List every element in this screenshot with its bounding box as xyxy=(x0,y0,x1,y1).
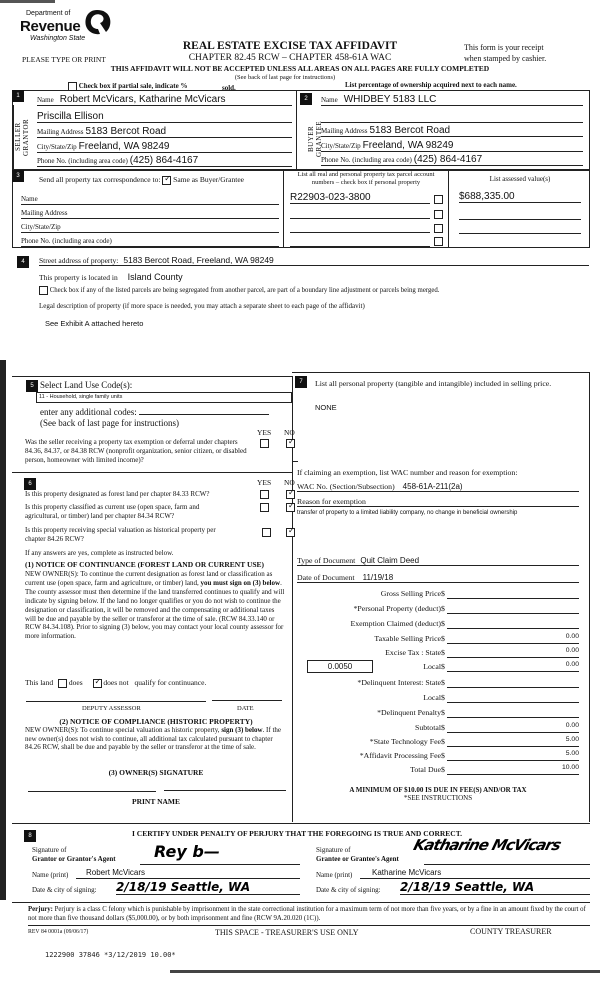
doc-date-label: Date of Document xyxy=(297,573,355,582)
scan-edge-left xyxy=(0,360,6,900)
forest-land-question: Is this property designated as forest land per chapter 84.33 RCW? xyxy=(25,490,210,498)
grantee-name-input[interactable]: Katharine McVicars xyxy=(360,868,590,879)
doc-date-input[interactable]: 11/19/18 xyxy=(362,573,394,582)
phone-label: Phone No. (including area code) xyxy=(321,156,412,164)
seller-mailing-input[interactable]: 5183 Bercot Road xyxy=(85,126,167,137)
local-rate-input[interactable]: 0.0050 xyxy=(307,660,373,673)
certify-statement: I CERTIFY UNDER PENALTY OF PERJURY THAT THE FOREGOING IS TRUE AND CORRECT. xyxy=(132,829,463,838)
section-6-designation xyxy=(12,476,295,822)
amount-row: Total Due $ 10.00 xyxy=(410,764,579,774)
taxable-selling-price-input[interactable]: 0.00 xyxy=(447,633,579,644)
receipt-note-1: This form is your receipt xyxy=(464,43,544,52)
personal-property-input[interactable]: NONE xyxy=(315,403,337,412)
owner-signature-label: (3) OWNER(S) SIGNATURE xyxy=(108,768,204,777)
deputy-assessor-label: DEPUTY ASSESSOR xyxy=(82,705,141,712)
subtotal-input[interactable]: 0.00 xyxy=(447,722,579,733)
name-label: Name xyxy=(37,96,54,104)
mailing-label: Mailing Address xyxy=(321,127,368,135)
amount-row: Exemption Claimed (deduct) $ xyxy=(293,617,583,631)
does-not-label: does not xyxy=(103,678,129,687)
send-label: Send all property tax correspondence to: xyxy=(39,175,161,184)
located-label: This property is located in xyxy=(39,273,118,282)
reason-label: Reason for exemption xyxy=(297,497,366,506)
section-5-land-use xyxy=(12,377,295,473)
grantor-signature-line[interactable] xyxy=(140,864,300,865)
does-not-checkbox[interactable] xyxy=(93,679,102,688)
grantee-name-label: Name (print) xyxy=(316,871,353,879)
treasurer-stamp: 1222900 37846 *3/12/2019 10.00* xyxy=(45,951,176,959)
yes-header: YES xyxy=(257,428,272,437)
page-subtitle: CHAPTER 82.45 RCW – CHAPTER 458-61A WAC xyxy=(188,53,392,63)
treasurer-use-label: THIS SPACE - TREASURER'S USE ONLY xyxy=(215,928,359,937)
assessed-value-input[interactable]: $688,335.00 xyxy=(459,191,515,202)
buyer-city-input[interactable]: Freeland, WA 98249 xyxy=(362,140,454,151)
amount-row: 0.0050 Local $ 0.00 xyxy=(293,660,583,674)
section-1-seller xyxy=(12,90,296,170)
section-number: 6 xyxy=(24,478,36,490)
personal-property-checkbox[interactable] xyxy=(434,224,443,233)
grantor-name-input[interactable]: Robert McVicars xyxy=(76,868,300,879)
receipt-note-2: when stamped by cashier. xyxy=(464,54,547,63)
grantee-date-label: Date & city of signing: xyxy=(316,886,381,894)
same-as-buyer-checkbox[interactable] xyxy=(162,176,171,185)
partial-sale-label: Check box if partial sale, indicate % xyxy=(78,82,188,91)
seller-side-label: SELLER GRANTOR xyxy=(13,105,30,169)
qualify-label: qualify for continuance. xyxy=(134,678,207,687)
grantor-sig-label-1: Signature of xyxy=(32,846,67,854)
if-yes-note: If any answers are yes, complete as instructed below. xyxy=(25,549,174,557)
does-checkbox[interactable] xyxy=(58,679,67,688)
name-label: Name xyxy=(321,96,338,104)
ownership-note: List percentage of ownership acquired next to each name. xyxy=(345,81,517,89)
amount-row: *State Technology Fee $ 5.00 xyxy=(369,736,579,746)
section-2-buyer xyxy=(296,90,590,170)
grantor-date-label: Date & city of signing: xyxy=(32,886,97,894)
additional-codes-label: enter any additional codes: xyxy=(40,407,137,417)
section-number: 2 xyxy=(300,93,312,105)
amount-row: *Delinquent Interest: State $ xyxy=(293,676,583,690)
yes-header: YES xyxy=(257,478,272,487)
seller-name-input[interactable]: Robert McVicars, Katharine McVicars xyxy=(59,94,226,105)
total-due-input[interactable]: 10.00 xyxy=(447,764,579,775)
segregated-label: Check box if any of the listed parcels are being segregated from another parcel, are part of a boundary line adjustment or parcels being merged. xyxy=(49,287,440,295)
parcel-number-input[interactable] xyxy=(290,235,430,247)
wac-label: WAC No. (Section/Subsection) xyxy=(297,482,395,491)
exemption-claim-label: If claiming an exemption, list WAC number and reason for exemption: xyxy=(297,468,518,477)
amount-row: Excise Tax : State $ 0.00 xyxy=(385,647,579,657)
does-label: does xyxy=(68,678,83,687)
perjury-notice: Perjury: Perjury is a class C felony which is punishable by imprisonment in the state correctional institution for a maximum term of not more than five years, or by a fine in an amount fixed by the court of not more than five thousand dollars ($5,000.00), or by both imprisonment and fine (RCW 9A.20.020 (1C)). xyxy=(28,906,590,926)
exemption-yes-checkbox[interactable] xyxy=(260,439,269,448)
city-label: City/State/Zip xyxy=(321,142,361,150)
grantee-signature: Katharine McVicars xyxy=(411,836,563,854)
notice-compliance-title: (2) NOTICE OF COMPLIANCE (HISTORIC PROPERTY) xyxy=(59,717,253,726)
doc-type-label: Type of Document xyxy=(297,556,356,565)
amount-row: *Delinquent Penalty $ xyxy=(293,706,583,720)
grantor-signature: Rey b— xyxy=(154,842,220,861)
no-header: NO xyxy=(284,478,295,487)
corr-city-label: City/State/Zip xyxy=(21,223,61,231)
grantee-sig-label-1: Signature of xyxy=(316,846,351,854)
buyer-side-label: BUYER GRANTEE xyxy=(307,120,323,158)
date-label: DATE xyxy=(237,705,254,712)
personal-property-checkbox[interactable] xyxy=(434,210,443,219)
legal-description-input[interactable]: See Exhibit A attached hereto xyxy=(45,319,144,328)
parcel-header: List all real and personal property tax parcel account numbers – check box if personal property xyxy=(297,171,435,186)
section-4-property xyxy=(12,252,590,372)
amount-row: *Personal Property (deduct) $ xyxy=(293,602,583,616)
buyer-name-2-input[interactable] xyxy=(321,111,583,123)
owner-signature-line[interactable] xyxy=(28,791,156,792)
grantor-name-label: Name (print) xyxy=(32,871,69,879)
affidavit-processing-fee-input[interactable]: 5.00 xyxy=(447,750,579,761)
seller-phone-input[interactable]: (425) 864-4167 xyxy=(129,155,199,166)
legal-label: Legal description of property (if more space is needed, you may attach a separate sheet to each page of the affidavit) xyxy=(39,302,365,310)
grantee-sig-label-2: Grantee or Grantee's Agent xyxy=(316,855,399,863)
grantee-signature-line[interactable] xyxy=(424,864,590,865)
forest-yes-checkbox[interactable] xyxy=(260,490,269,499)
exemption-claimed-input[interactable] xyxy=(447,618,579,629)
excise-tax-local-input[interactable]: 0.00 xyxy=(447,661,579,672)
see-instructions-note: *SEE INSTRUCTIONS xyxy=(403,794,473,802)
warning-banner: THIS AFFIDAVIT WILL NOT BE ACCEPTED UNLESS ALL AREAS ON ALL PAGES ARE FULLY COMPLETED xyxy=(110,64,490,73)
minimum-note: A MINIMUM OF $10.00 IS DUE IN FEE(S) AND/OR TAX xyxy=(349,786,527,794)
amount-row: Local $ xyxy=(293,691,583,705)
grantor-date-input[interactable]: 2/18/19 Seattle, WA xyxy=(116,880,300,895)
land-use-select[interactable]: 11 - Household, single family units xyxy=(36,392,292,403)
delinquent-penalty-input[interactable] xyxy=(447,707,579,718)
section-number: 4 xyxy=(17,256,29,268)
owner-signature-line-2[interactable] xyxy=(164,790,286,791)
amount-row: *Affidavit Processing Fee $ 5.00 xyxy=(359,750,579,760)
notice-compliance-text: NEW OWNER(S): To continue special valuation as historic property, sign (3) below. If the new owner(s) does not wish to continue, all additional tax calculated pursuant to chapter 84.26 RCW, shall be due and payable by the seller or transferor at the time of sale. xyxy=(25,726,282,751)
corr-mailing-label: Mailing Address xyxy=(21,209,68,217)
notice-continuance-title: (1) NOTICE OF CONTINUANCE (FOREST LAND OR CURRENT USE) xyxy=(25,560,265,569)
section-number: 1 xyxy=(12,90,24,102)
seller-name-2-input[interactable]: Priscilla Ellison xyxy=(37,111,104,122)
current-use-question: Is this property classified as current use (open space, farm and agricultural, or timber) land per chapter 84.34 RCW? xyxy=(25,503,200,520)
personal-property-bottom-border xyxy=(292,461,298,462)
personal-property-checkbox[interactable] xyxy=(434,195,443,204)
assessor-date-line[interactable] xyxy=(212,700,282,701)
section-number: 7 xyxy=(295,376,307,388)
current-use-yes-checkbox[interactable] xyxy=(260,503,269,512)
parcel-number-input[interactable] xyxy=(290,207,430,219)
scan-edge-bottom xyxy=(170,970,600,973)
page-title: REAL ESTATE EXCISE TAX AFFIDAVIT xyxy=(182,40,398,52)
wac-input[interactable]: 458-61A-211(2a) xyxy=(402,482,463,491)
logo-line-1: Department of xyxy=(26,10,71,17)
corr-phone-label: Phone No. (including area code) xyxy=(21,237,112,245)
parcel-number-input[interactable] xyxy=(290,221,430,233)
amount-row: Gross Selling Price $ xyxy=(293,587,583,601)
buyer-phone-input[interactable]: (425) 864-4167 xyxy=(413,154,483,165)
assessed-value-input[interactable] xyxy=(459,236,581,248)
same-as-label: Same as Buyer/Grantee xyxy=(173,175,244,184)
delinquent-interest-local-input[interactable] xyxy=(447,692,579,703)
amount-row: Subtotal $ 0.00 xyxy=(415,722,579,732)
segregated-checkbox[interactable] xyxy=(39,286,48,295)
gross-selling-price-input[interactable] xyxy=(447,588,579,599)
assessed-value-input[interactable] xyxy=(459,208,581,220)
exemption-question: Was the seller receiving a property tax exemption or deferral under chapters 84.36, 84.37, or 84.38 RCW (nonprofit organization, senior citizen, or disabled person, homeowner with limited income)? xyxy=(25,438,247,465)
logo-line-2: Revenue xyxy=(20,18,81,35)
please-type: PLEASE TYPE OR PRINT xyxy=(22,55,106,64)
print-name-label: PRINT NAME xyxy=(132,797,180,806)
phone-label: Phone No. (including area code) xyxy=(37,157,128,165)
rev-number: REV 84 0001a (09/06/17) xyxy=(28,929,89,935)
assessed-value-input[interactable] xyxy=(459,222,581,234)
buyer-mailing-input[interactable]: 5183 Bercot Road xyxy=(369,125,451,136)
section-number: 3 xyxy=(12,170,24,182)
section-7-personal-property xyxy=(293,373,590,823)
historic-yes-checkbox[interactable] xyxy=(262,528,271,537)
historic-question: Is this property receiving special valuation as historical property per chapter 84.26 RCW? xyxy=(25,526,216,543)
assessed-header: List assessed value(s) xyxy=(489,175,551,183)
scan-edge-top xyxy=(0,0,55,3)
section-number: 8 xyxy=(24,830,36,842)
personal-property-label: List all personal property (tangible and intangible) included in selling price. xyxy=(315,379,552,388)
county-input[interactable]: Island County xyxy=(127,272,183,282)
grantor-sig-label-2: Grantor or Grantor's Agent xyxy=(32,855,116,863)
personal-property-checkbox[interactable] xyxy=(434,237,443,246)
reason-input[interactable]: transfer of property to a limited liability company, no change in beneficial ownership xyxy=(297,510,518,516)
parcel-number-input[interactable]: R22903-023-3800 xyxy=(290,192,371,203)
state-technology-fee-input[interactable]: 5.00 xyxy=(447,736,579,747)
dor-logo xyxy=(20,8,115,50)
additional-codes-input[interactable] xyxy=(139,406,269,415)
corr-name-label: Name xyxy=(21,195,38,203)
instructions-note: (See back of last page for instructions) xyxy=(234,74,336,81)
logo-line-3: Washington State xyxy=(30,35,86,42)
select-land-use-label: Select Land Use Code(s): xyxy=(40,380,133,390)
grantee-date-input[interactable]: 2/18/19 Seattle, WA xyxy=(400,880,590,895)
section-8-certification xyxy=(12,823,590,903)
excise-tax-state-input[interactable]: 0.00 xyxy=(447,647,579,658)
partial-sale-sold: sold. xyxy=(222,84,236,92)
dor-swirl-logo-icon xyxy=(82,8,112,36)
deputy-assessor-signature-line[interactable] xyxy=(26,701,206,702)
street-input[interactable]: 5183 Bercot Road, Freeland, WA 98249 xyxy=(123,255,274,265)
street-label: Street address of property: xyxy=(39,256,119,265)
section-3-correspondence xyxy=(12,170,590,248)
buyer-name-input[interactable]: WHIDBEY 5183 LLC xyxy=(343,94,437,105)
mailing-label: Mailing Address xyxy=(37,128,84,136)
personal-property-deduct-input[interactable] xyxy=(447,603,579,614)
county-treasurer-label: COUNTY TREASURER xyxy=(470,927,552,936)
city-label: City/State/Zip xyxy=(37,143,77,151)
doc-type-input[interactable]: Quit Claim Deed xyxy=(360,556,420,565)
land-use-instructions: (See back of last page for instructions) xyxy=(40,418,179,428)
seller-city-input[interactable]: Freeland, WA 98249 xyxy=(78,141,170,152)
delinquent-interest-state-input[interactable] xyxy=(447,677,579,688)
amount-row: Taxable Selling Price $ 0.00 xyxy=(374,633,579,643)
this-land-label: This land xyxy=(25,678,54,687)
no-header: NO xyxy=(284,428,295,437)
notice-continuance-text: NEW OWNER(S): To continue the current designation as forest land or classification as current use (open space, farm and agriculture, or timber) land, you must sign on (3) below. The county assessor must then determine if the land transferred continues to qualify and will indicate by signing below. If the land no longer qualifies or you do not wish to continue the designation or classification, it will be removed and the compensating or additional taxes will be due and payable by the seller or transferor at the time of sale. (RCW 84.33.140 or RCW 84.34.108). Prior to signing (3) below, you may contact your local county assessor for more information. xyxy=(25,570,285,641)
section-number: 5 xyxy=(26,380,38,392)
